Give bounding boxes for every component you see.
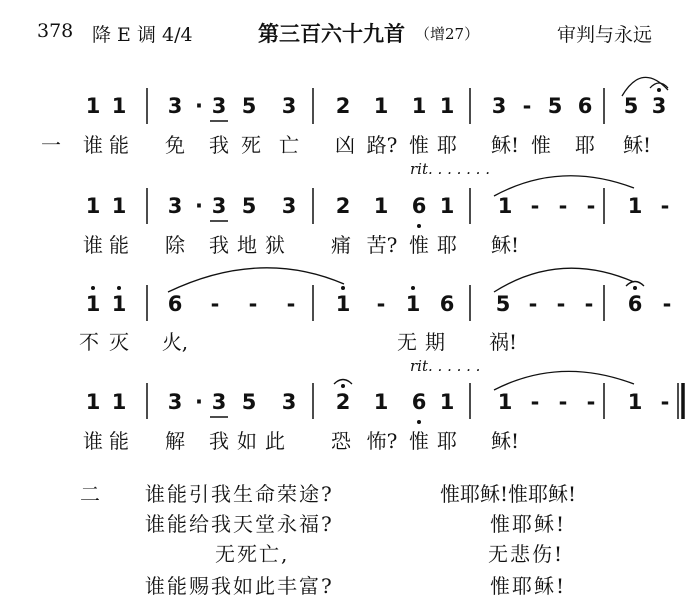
note: 1 — [439, 194, 455, 218]
note: 6 — [411, 390, 427, 414]
lyric: 期 — [425, 330, 445, 354]
lyric: 能 — [109, 429, 129, 453]
verse-label: 二 — [80, 482, 100, 506]
rit-marking: rit. . . . . . . — [410, 160, 490, 178]
note: 5 — [241, 390, 257, 414]
lyric: 祸! — [488, 330, 518, 354]
lyric: 狱 — [265, 233, 285, 257]
lyric: 地 — [237, 233, 257, 257]
note: 1 — [111, 390, 127, 414]
dash: - — [530, 390, 540, 414]
note: 3 — [281, 94, 297, 118]
dash: - — [248, 292, 258, 316]
note: 1 — [497, 390, 513, 414]
note-high: 1 — [85, 292, 101, 316]
lyric: 痛 — [331, 233, 351, 257]
lyric: 惟 — [409, 233, 429, 257]
lyric: 灭 — [109, 330, 129, 354]
note-high: 1 — [335, 292, 351, 316]
verse-line-right: 无悲伤! — [488, 542, 565, 566]
lyric: 路? — [366, 133, 398, 157]
note: 1 — [439, 390, 455, 414]
verse-line-left: 谁能引我生命荣途? — [145, 482, 334, 506]
lyric: 谁 — [83, 133, 103, 157]
note: 2 — [335, 94, 351, 118]
dash: - — [376, 292, 386, 316]
lyric: 凶 — [335, 133, 355, 157]
lyric: 稣! — [490, 233, 520, 257]
fermata-dot — [657, 88, 661, 92]
verse-line-right: 惟耶稣! — [490, 512, 567, 536]
lyric: 能 — [109, 233, 129, 257]
note: 1 — [373, 94, 389, 118]
key-signature: 降 E 调 4/4 — [92, 24, 193, 46]
note: 3 — [211, 390, 227, 414]
note: 5 — [241, 94, 257, 118]
lyric: 能 — [109, 133, 129, 157]
note: 2 — [335, 390, 351, 414]
note: 1 — [111, 94, 127, 118]
dash: - — [556, 292, 566, 316]
note: 5 — [547, 94, 563, 118]
note: 1 — [627, 194, 643, 218]
dash: - — [586, 194, 596, 218]
high-octave-dot — [91, 286, 95, 290]
dot: · — [195, 390, 203, 414]
note: 3 — [281, 194, 297, 218]
note: 1 — [373, 194, 389, 218]
note: 1 — [497, 194, 513, 218]
dash: - — [660, 390, 670, 414]
lyric: 惟 — [531, 133, 551, 157]
slur — [622, 77, 668, 96]
note: 3 — [211, 194, 227, 218]
note-high: 1 — [405, 292, 421, 316]
note: 3 — [167, 194, 183, 218]
note: 5 — [623, 94, 639, 118]
high-octave-dot — [411, 286, 415, 290]
rit-marking: rit. . . . . . — [410, 357, 481, 375]
low-octave-dot — [417, 224, 421, 228]
note: 1 — [627, 390, 643, 414]
note: 1 — [373, 390, 389, 414]
dash: - — [210, 292, 220, 316]
note: 6 — [411, 194, 427, 218]
lyric: 恐 — [331, 429, 351, 453]
slur — [494, 176, 634, 196]
high-octave-dot — [117, 286, 121, 290]
lyric: 无 — [397, 330, 417, 354]
lyric: 免 — [165, 133, 185, 157]
lyric: 惟 — [409, 429, 429, 453]
hymn-title: 第三百六十九首 — [258, 22, 405, 46]
lyric: 怖? — [366, 429, 398, 453]
note: 1 — [439, 94, 455, 118]
note: 3 — [491, 94, 507, 118]
lyric: 耶 — [437, 233, 457, 257]
note: 5 — [241, 194, 257, 218]
lyric: 我 — [209, 133, 229, 157]
lyric: 稣! — [490, 133, 520, 157]
fermata-arc — [626, 282, 644, 287]
dash: - — [522, 94, 532, 118]
verse-line-right: 惟耶稣!惟耶稣! — [440, 482, 577, 506]
slur — [494, 371, 634, 390]
lyric: 死 — [241, 133, 261, 157]
lyric: 亡 — [279, 133, 299, 157]
note: 2 — [335, 194, 351, 218]
note: 3 — [651, 94, 667, 118]
lyric: 耶 — [575, 133, 595, 157]
high-octave-dot — [341, 286, 345, 290]
note: 6 — [167, 292, 183, 316]
dash: - — [558, 194, 568, 218]
supplement-number: （增27） — [415, 25, 480, 43]
note: 1 — [85, 194, 101, 218]
dash: - — [286, 292, 296, 316]
lyric: 此 — [265, 429, 285, 453]
fermata-dot — [633, 286, 637, 290]
lyric: 谁 — [83, 429, 103, 453]
hymn-number: 378 — [37, 20, 74, 42]
hymn-subtitle: 审判与永远 — [557, 24, 653, 46]
dot: · — [195, 94, 203, 118]
note: 1 — [85, 390, 101, 414]
note: 3 — [167, 94, 183, 118]
note: 3 — [211, 94, 227, 118]
note: 5 — [495, 292, 511, 316]
dash: - — [558, 390, 568, 414]
dash: - — [662, 292, 672, 316]
dash: - — [528, 292, 538, 316]
lyric: 稣! — [622, 133, 652, 157]
slur — [168, 268, 344, 292]
note: 3 — [281, 390, 297, 414]
dot: · — [195, 194, 203, 218]
note: 6 — [627, 292, 643, 316]
lyric: 我 — [209, 429, 229, 453]
lyric: 如 — [237, 429, 257, 453]
lyric: 火, — [161, 330, 189, 354]
slur — [494, 268, 634, 292]
low-octave-dot — [417, 420, 421, 424]
verse-line-left: 无死亡, — [215, 542, 290, 566]
note: 1 — [411, 94, 427, 118]
verse-line-left: 谁能赐我如此丰富? — [145, 574, 334, 598]
dash: - — [586, 390, 596, 414]
fermata-arc — [334, 380, 352, 385]
note-high: 1 — [111, 292, 127, 316]
fermata-dot — [341, 384, 345, 388]
lyric: 苦? — [366, 233, 398, 257]
lyric: 我 — [209, 233, 229, 257]
dash: - — [530, 194, 540, 218]
verse-label: 一 — [41, 133, 61, 157]
note: 3 — [167, 390, 183, 414]
lyric: 稣! — [490, 429, 520, 453]
lyric: 惟 — [409, 133, 429, 157]
lyric: 谁 — [83, 233, 103, 257]
dash: - — [660, 194, 670, 218]
lyric: 除 — [165, 233, 185, 257]
verse-line-left: 谁能给我天堂永福? — [145, 512, 334, 536]
lyric: 不 — [79, 330, 99, 354]
lyric: 耶 — [437, 133, 457, 157]
verse-line-right: 惟耶稣! — [490, 574, 567, 598]
note: 1 — [85, 94, 101, 118]
note: 6 — [577, 94, 593, 118]
lyric: 耶 — [437, 429, 457, 453]
lyric: 解 — [165, 429, 185, 453]
note: 1 — [111, 194, 127, 218]
dash: - — [584, 292, 594, 316]
note: 6 — [439, 292, 455, 316]
